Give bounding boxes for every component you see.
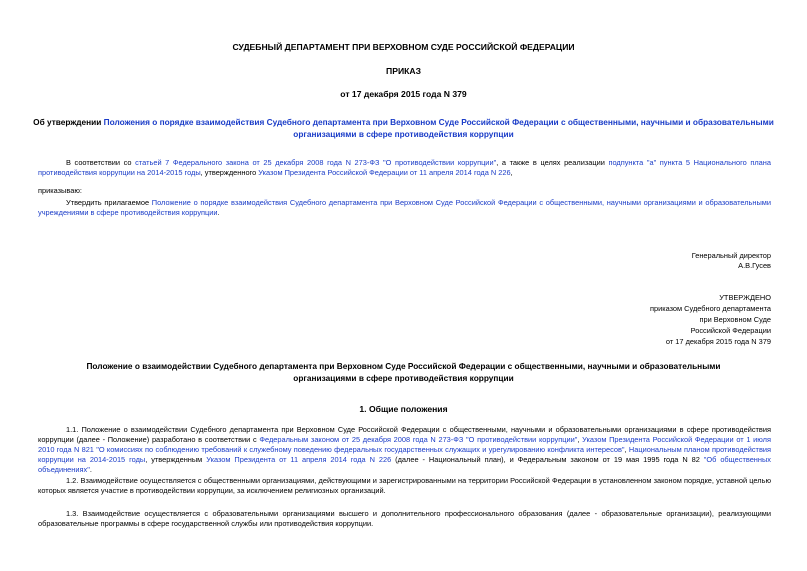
link-federal-law-273[interactable]: Федеральным законом от 25 декабря 2008 года N 273-ФЗ "О противодействии коррупции"	[259, 435, 578, 444]
approved-line-4: Российской Федерации	[690, 326, 771, 335]
signature-position: Генеральный директор	[691, 251, 771, 260]
link-decree-821[interactable]: Указом Президента Российской Федерации от 1 июля 2010 года N 821 "О комиссиях по соблюдению требований к служебному поведению федеральных государственных служащих и урегулированию конфликта интересов"	[38, 435, 771, 454]
order-paragraph: Утвердить прилагаемое Положение о порядке взаимодействия Судебного департамента при Верховном Суде Российской Федерации с общественными, научными организациями и образовательными учреждениями в сфере противодействия коррупции.	[38, 198, 771, 217]
order-title-prefix: Об утверждении	[33, 117, 104, 127]
section-1-heading: 1. Общие положения	[359, 404, 448, 414]
link-public-associations[interactable]: "Об общественных объединениях"	[38, 455, 771, 474]
org-heading: СУДЕБНЫЙ ДЕПАРТАМЕНТ ПРИ ВЕРХОВНОМ СУДЕ РОССИЙСКОЙ ФЕДЕРАЦИИ	[232, 42, 575, 52]
paragraph-1-2: 1.2. Взаимодействие осуществляется с общественными организациями, действующими и зарегистрированными на территории Российской Федерации в установленном законом порядке, уставной целью которых является участие в противодействии коррупции, за исключением религиозных организаций.	[38, 476, 771, 495]
approved-line-1: УТВЕРЖДЕНО	[719, 293, 771, 302]
approved-line-5: от 17 декабря 2015 года N 379	[665, 337, 771, 346]
approved-line-2: приказом Судебного департамента	[649, 304, 771, 313]
link-decree-226[interactable]: Указом Президента Российской Федерации от 11 апреля 2014 года N 226	[258, 168, 511, 177]
signature-name: А.В.Гусев	[738, 261, 771, 270]
approved-line-3: при Верховном Суде	[699, 315, 771, 324]
preamble-paragraph: В соответствии со статьей 7 Федерального закона от 25 декабря 2008 года N 273-ФЗ "О противодействии коррупции", а также в целях реализации подпункта "а" пункта 5 Национального плана противодействия коррупции на 2014-2015 годы, утвержденного Указом Президента Российской Федерации от 11 апреля 2014 года N 226,	[38, 158, 771, 177]
link-article-7[interactable]: статьей 7 Федерального закона от 25 декабря 2008 года N 273-ФЗ "О противодействии коррупции"	[135, 158, 497, 167]
doc-type: ПРИКАЗ	[386, 66, 421, 76]
order-title-link[interactable]: Положения о порядке взаимодействия Судебного департамента при Верховном Суде Российской Федерации с общественными, научными и образовательными организациями в сфере противодействия коррупции	[103, 117, 774, 139]
order-word: приказываю:	[38, 186, 82, 195]
link-decree-226-b[interactable]: Указом Президента от 11 апреля 2014 года N 226	[206, 455, 392, 464]
doc-date: от 17 декабря 2015 года N 379	[340, 89, 467, 99]
regulation-title: Положение о взаимодействии Судебного департамента при Верховном Суде Российской Федерации с общественными, научными и образовательными организациями в сфере противодействия коррупции	[86, 361, 721, 383]
paragraph-1-3: 1.3. Взаимодействие осуществляется с образовательными организациями высшего и дополнительного профессионального образования (далее - образовательные организации), реализующими образовательные программы в сфере государственной службы или противодействия коррупции.	[38, 509, 771, 528]
link-national-plan[interactable]: подпункта "а" пункта 5 Национального плана противодействия коррупции на 2014-2015 годы	[38, 158, 771, 177]
link-national-plan-2014[interactable]: Национальным планом противодействия коррупции на 2014-2015 годы	[38, 445, 772, 464]
signature-block	[692, 251, 771, 271]
paragraph-1-1: 1.1. Положение о взаимодействии Судебного департамента при Верховном Суде Российской Федерации с общественными, научными и образовательными организациями в сфере противодействия коррупции (далее - Положение) разработано в соответствии с Федеральным законом от 25 декабря 2008 года N 273-ФЗ "О противодействии коррупции", Указом Президента Российской Федерации от 1 июля 2010 года N 821 "О комиссиях по соблюдению требований к служебному поведению федеральных государственных служащих и урегулированию конфликта интересов", Национальным планом противодействия коррупции на 2014-2015 годы, утвержденным Указом Президента от 11 апреля 2014 года N 226 (далее - Национальный план), и Федеральным законом от 19 мая 1995 года N 82 "Об общественных объединениях".	[38, 425, 772, 474]
order-title	[30, 116, 777, 140]
approved-block	[650, 292, 771, 347]
link-regulation[interactable]: Положение о порядке взаимодействия Судебного департамента при Верховном Суде Российской Федерации с общественными, научными организациями и образовательными учреждениями в сфере противодействия коррупции	[38, 198, 771, 217]
